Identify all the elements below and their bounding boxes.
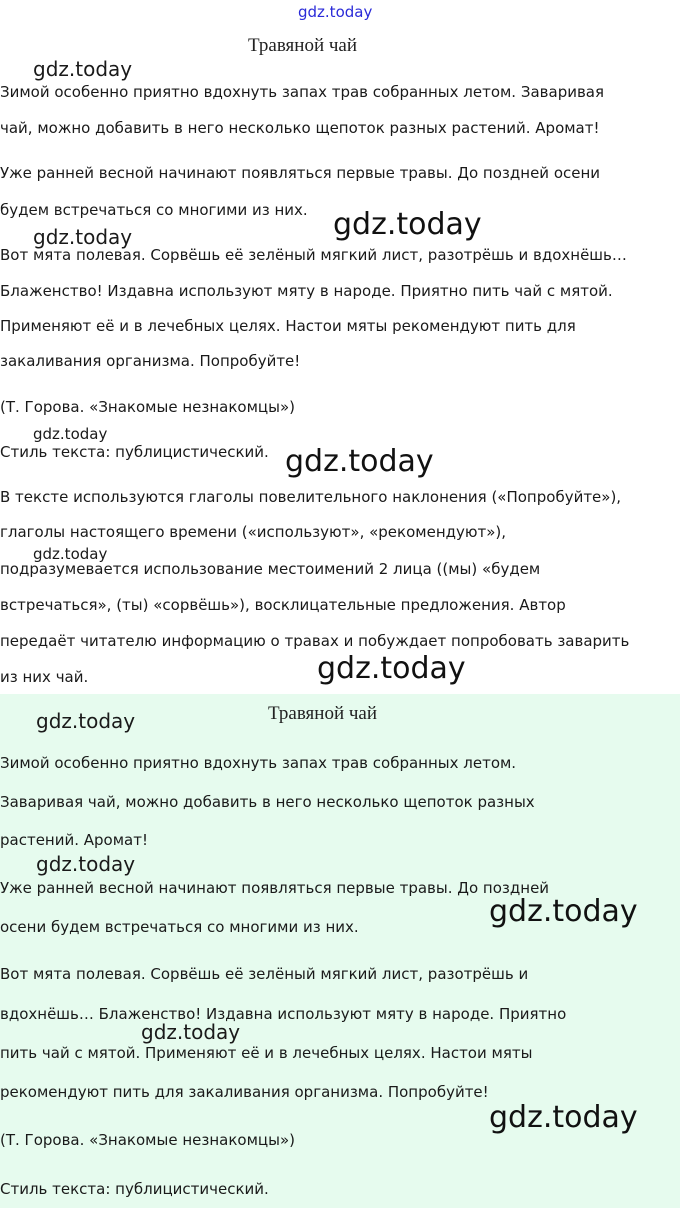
block2-line: Зимой особенно приятно вдохнуть запах трав собранных летом. (0, 754, 517, 772)
block2-line: растений. Аромат! (0, 831, 148, 849)
block1-line: закаливания организма. Попробуйте! (0, 352, 301, 370)
block2-line: Уже ранней весной начинают появляться первые травы. До поздней (0, 879, 550, 897)
block2-title: Травяной чай (268, 703, 378, 724)
block1-line: Уже ранней весной начинают появляться первые травы. До поздней осени (0, 164, 601, 182)
watermark: gdz.today (33, 425, 108, 443)
watermark: gdz.today (141, 1020, 241, 1044)
block1-source: (Т. Горова. «Знакомые незнакомцы») (0, 398, 295, 416)
block2-line: осени будем встречаться со многими из них. (0, 918, 359, 936)
block1-line: В тексте используются глаголы повелительного наклонения («Попробуйте»), (0, 488, 622, 506)
block1-line: будем встречаться со многими из них. (0, 201, 308, 219)
watermark: gdz.today (489, 1100, 638, 1135)
watermark: gdz.today (333, 207, 482, 242)
watermark: gdz.today (317, 651, 466, 686)
block2-line: Вот мята полевая. Сорвёшь её зелёный мягкий лист, разотрёшь и (0, 965, 529, 983)
block2-line: вдохнёшь… Блаженство! Издавна используют мяту в народе. Приятно (0, 1005, 567, 1023)
watermark: gdz.today (36, 709, 136, 733)
block2-source: (Т. Горова. «Знакомые незнакомцы») (0, 1131, 295, 1149)
block2-style: Стиль текста: публицистический. (0, 1180, 269, 1198)
green-block (0, 694, 680, 1208)
block1-line: Применяют её и в лечебных целях. Настои мяты рекомендуют пить для (0, 317, 576, 335)
watermark: gdz.today (285, 444, 434, 479)
watermark: gdz.today (36, 852, 136, 876)
top-watermark: gdz.today (298, 3, 373, 21)
block1-line: Зимой особенно приятно вдохнуть запах трав собранных летом. Заваривая (0, 83, 605, 101)
block1-line: подразумевается использование местоимений 2 лица ((мы) «будем (0, 560, 541, 578)
block1-style: Стиль текста: публицистический. (0, 443, 269, 461)
block1-line: Блаженство! Издавна используют мяту в народе. Приятно пить чай с мятой. (0, 282, 613, 300)
block2-line: пить чай с мятой. Применяют её и в лечебных целях. Настои мяты (0, 1044, 533, 1062)
watermark: gdz.today (33, 225, 133, 249)
watermark: gdz.today (33, 545, 108, 563)
watermark: gdz.today (33, 57, 133, 81)
block2-line: Заваривая чай, можно добавить в него несколько щепоток разных (0, 793, 535, 811)
watermark: gdz.today (489, 894, 638, 929)
block1-title: Травяной чай (248, 35, 358, 56)
block1-line: чай, можно добавить в него несколько щепоток разных растений. Аромат! (0, 119, 600, 137)
block1-line: Вот мята полевая. Сорвёшь её зелёный мягкий лист, разотрёшь и вдохнёшь… (0, 246, 627, 264)
block2-line: рекомендуют пить для закаливания организма. Попробуйте! (0, 1083, 489, 1101)
block1-line: из них чай. (0, 668, 89, 686)
block1-line: встречаться», (ты) «сорвёшь»), восклицательные предложения. Автор (0, 596, 566, 614)
block1-line: глаголы настоящего времени («используют», «рекомендуют»), (0, 523, 507, 541)
block1-line: передаёт читателю информацию о травах и побуждает попробовать заварить (0, 632, 630, 650)
